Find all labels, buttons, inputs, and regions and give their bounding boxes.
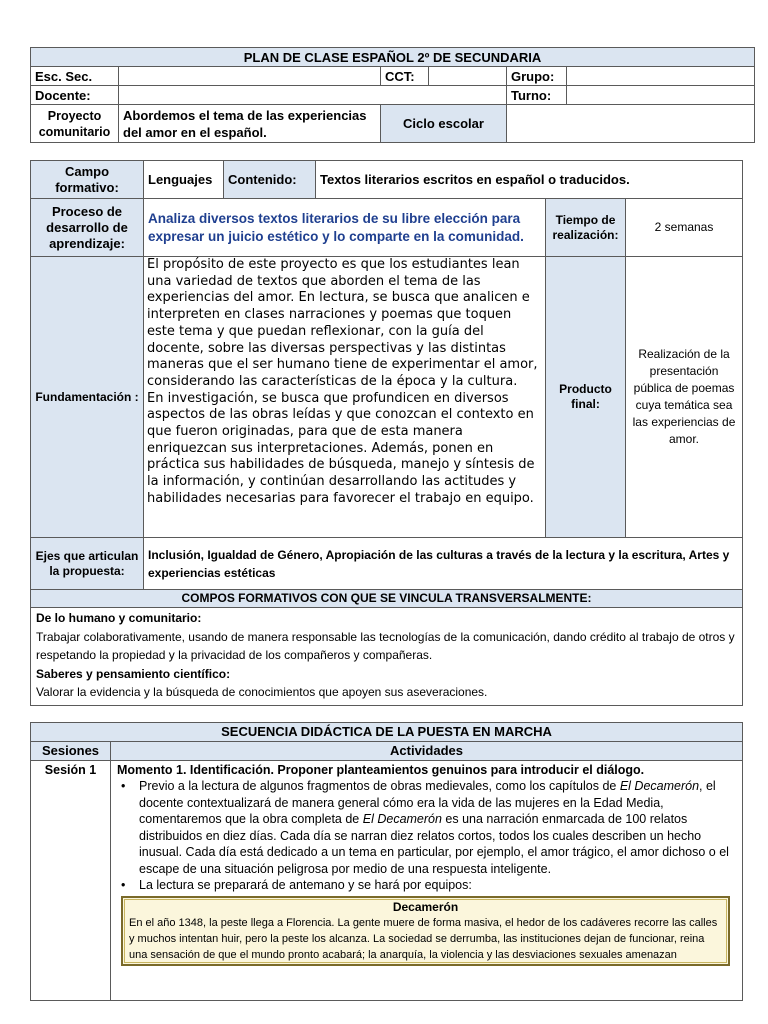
esc-sec-field[interactable] bbox=[119, 67, 381, 86]
sesiones-header: Sesiones bbox=[31, 742, 111, 761]
campo-formativo-table bbox=[30, 160, 743, 706]
contenido-value: Textos literarios escritos en español o traducidos. bbox=[316, 161, 743, 199]
fundamentacion-text bbox=[144, 257, 546, 538]
plan-header-table bbox=[30, 47, 755, 143]
proceso-value: Analiza diversos textos literarios de su libre elección para expresar un juicio estético y lo comparte en la comunidad. bbox=[144, 199, 546, 257]
bullet-1-text-c: , el docente contextualizará de manera general cómo era la vida de las mujeres en la Edad Media, comentaremos que la obra completa de bbox=[139, 779, 716, 826]
docente-label: Docente: bbox=[31, 86, 119, 105]
fundamentacion-paragraph-2: En investigación, se busca que profundicen en diversos aspectos de las obras leídas y que conozcan el contexto en que fueron originadas, para que de esta manera enriquezcan sus interpretaciones. Además, ponen en práctica sus habilidades de búsqueda, manejo y síntesis de la información, y continúan desarrollando las actitudes y habilidades necesarias para favorecer el trabajo en equipo. bbox=[147, 390, 535, 506]
grupo-field[interactable] bbox=[567, 67, 755, 86]
sesion-1-label: Sesión 1 bbox=[31, 761, 111, 1001]
turno-field[interactable] bbox=[567, 86, 755, 105]
producto-value: Realización de la presentación pública de poemas cuya temática sea las experiencias de amor. bbox=[626, 257, 743, 538]
ciclo-label: Ciclo escolar bbox=[381, 105, 507, 143]
plan-title: PLAN DE CLASE ESPAÑOL 2º DE SECUNDARIA bbox=[31, 48, 755, 67]
grupo-label: Grupo: bbox=[507, 67, 567, 86]
turno-label: Turno: bbox=[507, 86, 567, 105]
humano-value: Trabajar colaborativamente, usando de manera responsable las tecnologías de la comunicación, dando crédito al trabajo de otros y respetando la propiedad y la privacidad de los compañeros y compañeras. bbox=[36, 629, 735, 662]
saberes-value: Valorar la evidencia y la búsqueda de conocimientos que apoyen sus aseveraciones. bbox=[36, 685, 488, 699]
sesion-1-activities bbox=[111, 761, 743, 1001]
momento-1-heading: Momento 1. Identificación. Proponer planteamientos genuinos para introducir el diálogo. bbox=[117, 763, 645, 777]
proyecto-value: Abordemos el tema de las experiencias del amor en el español. bbox=[119, 105, 381, 143]
fundamentacion-paragraph-1: El propósito de este proyecto es que los estudiantes lean una variedad de textos que aborden el tema de las experiencias del amor. En lectura, se busca que analicen e interpreten en clases narraciones y poemas que toquen este tema y que puedan reflexionar, con la guía del docente, sobre las diversas perspectivas y las distintas maneras que el ser humano tiene de experimentar el amor, considerando las características de la época y la cultura. bbox=[147, 257, 538, 389]
decameron-excerpt-box bbox=[121, 896, 730, 966]
bullet-1-text-e: es una narración enmarcada de 100 relatos distribuidos en diez días. Cada día se narran diez relatos cortos, todos los cuales describen un hecho inusual. Cada día está dedicado a un tema en particular, por ejemplo, el amor trágico, el amor dichoso o el escape de una situación peligrosa por medio de una respuesta inteligente. bbox=[139, 812, 729, 876]
ejes-label: Ejes que articulan la propuesta: bbox=[31, 538, 144, 590]
cct-field[interactable] bbox=[429, 67, 507, 86]
activity-list bbox=[117, 778, 736, 894]
tiempo-label: Tiempo de realización: bbox=[546, 199, 626, 257]
tiempo-value: 2 semanas bbox=[626, 199, 743, 257]
humano-label: De lo humano y comunitario: bbox=[36, 611, 202, 625]
docente-field[interactable] bbox=[119, 86, 507, 105]
decameron-text: En el año 1348, la peste llega a Florencia. La gente muere de forma masiva, el hedor de los cadáveres recorre las calles y muchos intentan huir, pero la peste los alcanza. La sociedad se derrumba, las instituciones dejan de funcionar, reina una sensación de que el mundo pronto acabará; la anarquía, la violencia y las desviaciones sexuales amenazan bbox=[129, 916, 718, 961]
bullet-1-title-ref-2: El Decamerón bbox=[362, 812, 442, 826]
bullet-1-text-a: Previo a la lectura de algunos fragmentos de obras medievales, como los capítulos de bbox=[139, 779, 620, 793]
list-item bbox=[117, 778, 736, 877]
list-item bbox=[117, 877, 736, 894]
proceso-label: Proceso de desarrollo de aprendizaje: bbox=[31, 199, 144, 257]
secuencia-table bbox=[30, 722, 743, 1001]
transversal-section bbox=[31, 608, 743, 706]
secuencia-title: SECUENCIA DIDÁCTICA DE LA PUESTA EN MARCHA bbox=[31, 723, 743, 742]
bullet-icon: • bbox=[121, 878, 126, 892]
fundamentacion-label: Fundamentación : bbox=[31, 257, 144, 538]
ciclo-field[interactable] bbox=[507, 105, 755, 143]
compos-title: COMPOS FORMATIVOS CON QUE SE VINCULA TRANSVERSALMENTE: bbox=[31, 590, 743, 608]
saberes-label: Saberes y pensamiento científico: bbox=[36, 666, 231, 681]
contenido-label: Contenido: bbox=[224, 161, 316, 199]
campo-value: Lenguajes bbox=[144, 161, 224, 199]
esc-sec-label: Esc. Sec. bbox=[31, 67, 119, 86]
campo-label: Campo formativo: bbox=[31, 161, 144, 199]
bullet-2-text: La lectura se preparará de antemano y se hará por equipos: bbox=[139, 878, 472, 892]
actividades-header: Actividades bbox=[111, 742, 743, 761]
bullet-icon: • bbox=[121, 779, 126, 793]
ejes-value: Inclusión, Igualdad de Género, Apropiación de las culturas a través de la lectura y la escritura, Artes y experiencias estéticas bbox=[144, 538, 743, 590]
cct-label: CCT: bbox=[381, 67, 429, 86]
producto-label: Producto final: bbox=[546, 257, 626, 538]
bullet-1-title-ref: El Decamerón bbox=[619, 779, 700, 793]
proyecto-label: Proyecto comunitario bbox=[31, 105, 119, 143]
decameron-title: Decamerón bbox=[392, 899, 459, 914]
